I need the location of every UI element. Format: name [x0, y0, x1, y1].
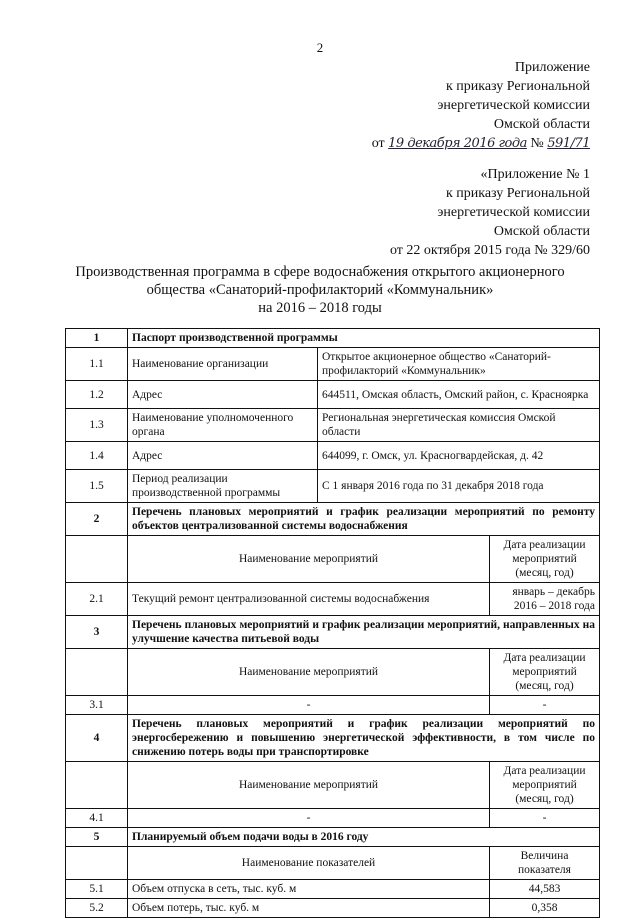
column-header-row [66, 762, 600, 809]
section-title: Планируемый объем подачи воды в 2016 году [128, 828, 600, 847]
column-header-row [66, 847, 600, 880]
section-row [66, 828, 600, 847]
table-row [66, 696, 600, 715]
section-title: Перечень плановых мероприятий и график реализации мероприятий по энергосбережению и повышению энергетической эффективности, в том числе по снижению потерь воды при транспортировке [128, 715, 600, 762]
approval-line: от 22 октября 2015 года № 329/60 [389, 243, 590, 258]
column-header-date: Дата реализации мероприятий (месяц, год) [490, 762, 600, 809]
row-value: Открытое акционерное общество «Санаторий-профилакторий «Коммунальник» [318, 348, 600, 381]
document-title [60, 263, 580, 317]
row-label: Наименование организации [128, 348, 318, 381]
column-header-value: Величина показателя [490, 847, 600, 880]
section-title: Перечень плановых мероприятий и график реализации мероприятий, направленных на улучшение качества питьевой воды [128, 616, 600, 649]
section-number: 4 [66, 715, 128, 762]
indicator-value: 0,358 [490, 899, 600, 918]
row-number: 4.1 [66, 809, 128, 828]
empty-cell [66, 847, 128, 880]
row-number: 1.1 [66, 348, 128, 381]
column-header-date: Дата реализации мероприятий (месяц, год) [490, 536, 600, 583]
section-row [66, 616, 600, 649]
column-header-row [66, 649, 600, 696]
handwritten-date: 19 декабря 2016 года [388, 136, 527, 151]
column-header-event: Наименование мероприятий [128, 649, 490, 696]
row-label: Наименование уполномоченного органа [128, 409, 318, 442]
section-row [66, 503, 600, 536]
row-number: 1.3 [66, 409, 128, 442]
row-number: 1.5 [66, 470, 128, 503]
column-header-event: Наименование мероприятий [128, 536, 490, 583]
table-row [66, 899, 600, 918]
empty-cell [66, 649, 128, 696]
event-date: январь – декабрь 2016 – 2018 года [490, 583, 600, 616]
table-row [66, 470, 600, 503]
number-label: № [530, 136, 544, 151]
row-value: 644511, Омская область, Омский район, с. Красноярка [318, 381, 600, 409]
approval-line: энергетической комиссии [437, 98, 590, 113]
section-title: Паспорт производственной программы [128, 329, 600, 348]
row-value: Региональная энергетическая комиссия Омской области [318, 409, 600, 442]
row-number: 2.1 [66, 583, 128, 616]
column-header-row [66, 536, 600, 583]
section-title: Перечень плановых мероприятий и график реализации мероприятий по ремонту объектов централизованной системы водоснабжения [128, 503, 600, 536]
row-number: 1.4 [66, 442, 128, 470]
row-number: 5.1 [66, 880, 128, 899]
table-row [66, 381, 600, 409]
page-number: 2 [316, 40, 324, 55]
section-number: 2 [66, 503, 128, 536]
event-date: - [490, 809, 600, 828]
empty-cell [66, 536, 128, 583]
indicator-name: Объем потерь, тыс. куб. м [128, 899, 490, 918]
date-prefix: от [371, 136, 385, 151]
table-row [66, 409, 600, 442]
approval-line: к приказу Региональной [445, 79, 590, 94]
column-header-event: Наименование мероприятий [128, 762, 490, 809]
approval-line: Омской области [493, 224, 590, 239]
approval-line: Омской области [493, 117, 590, 132]
row-number: 1.2 [66, 381, 128, 409]
section-number: 5 [66, 828, 128, 847]
table-row [66, 809, 600, 828]
section-number: 1 [66, 329, 128, 348]
event-name: Текущий ремонт централизованной системы водоснабжения [128, 583, 490, 616]
table-row [66, 880, 600, 899]
title-line: на 2016 – 2018 годы [258, 300, 382, 316]
table-row [66, 583, 600, 616]
row-value: 644099, г. Омск, ул. Красногвардейская, д. 42 [318, 442, 600, 470]
row-label: Адрес [128, 381, 318, 409]
indicator-name: Объем отпуска в сеть, тыс. куб. м [128, 880, 490, 899]
row-number: 5.2 [66, 899, 128, 918]
handwritten-number: 591/71 [547, 136, 590, 151]
event-name: - [128, 696, 490, 715]
row-number: 3.1 [66, 696, 128, 715]
section-number: 3 [66, 616, 128, 649]
approval-line: к приказу Региональной [445, 186, 590, 201]
approval-line: Приложение [514, 60, 590, 75]
row-label: Адрес [128, 442, 318, 470]
row-value: С 1 января 2016 года по 31 декабря 2018 года [318, 470, 600, 503]
event-name: - [128, 809, 490, 828]
title-line: Производственная программа в сфере водоснабжения открытого акционерного [75, 264, 565, 280]
program-table [65, 328, 600, 918]
table-row [66, 442, 600, 470]
row-label: Период реализации производственной программы [128, 470, 318, 503]
indicator-value: 44,583 [490, 880, 600, 899]
approval-block-current [372, 58, 590, 153]
column-header-date: Дата реализации мероприятий (месяц, год) [490, 649, 600, 696]
table-row [66, 348, 600, 381]
approval-line: «Приложение № 1 [480, 167, 590, 182]
title-line: общества «Санаторий-профилакторий «Коммунальник» [146, 282, 494, 298]
section-row [66, 329, 600, 348]
empty-cell [66, 762, 128, 809]
approval-date-line [372, 134, 590, 153]
section-row [66, 715, 600, 762]
approval-block-original [390, 165, 590, 260]
event-date: - [490, 696, 600, 715]
approval-line: энергетической комиссии [437, 205, 590, 220]
column-header-indicator: Наименование показателей [128, 847, 490, 880]
